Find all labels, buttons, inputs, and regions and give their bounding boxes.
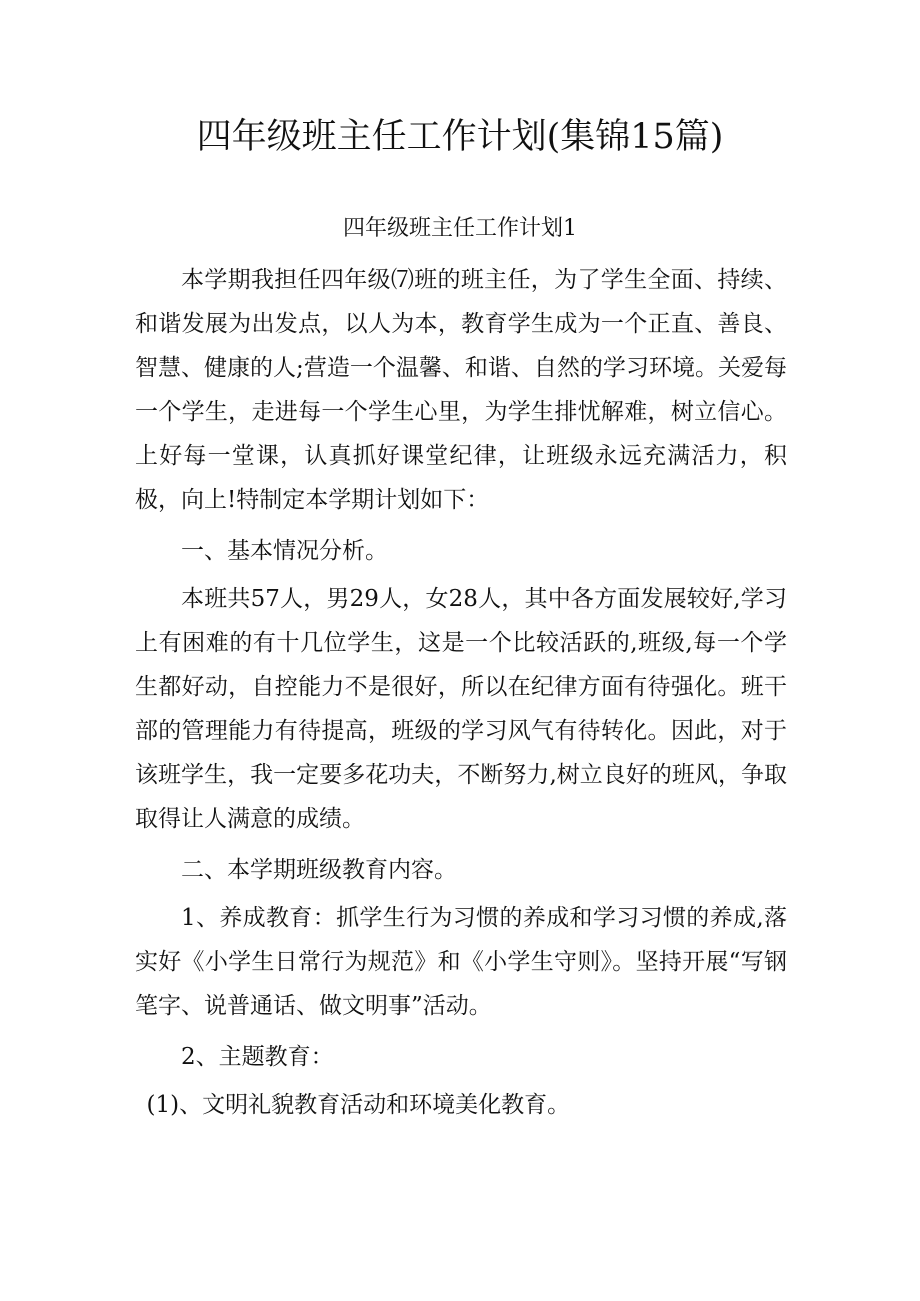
theme-education-heading: 2、主题教育： xyxy=(181,1044,334,1070)
document-body xyxy=(135,258,787,1134)
document-title: 四年级班主任工作计划(集锦15篇) xyxy=(196,117,724,157)
section-heading-education-content: 二、本学期班级教育内容。 xyxy=(181,857,457,883)
section-heading-basic-situation: 一、基本情况分析。 xyxy=(181,538,388,564)
section-subtitle: 四年级班主任工作计划1 xyxy=(343,216,577,241)
habit-education-paragraph: 1、养成教育：抓学生行为习惯的养成和学习习惯的养成,落实好《小学生日常行为规范》和《小学生守则》。坚持开展“写钢笔字、说普通话、做文明事”活动。 xyxy=(135,905,787,1019)
class-situation-paragraph: 本班共57人，男29人，女28人，其中各方面发展较好,学习上有困难的有十几位学生，这是一个比较活跃的,班级,每一个学生都好动，自控能力不是很好，所以在纪律方面有待强化。班干部的管理能力有待提高，班级的学习风气有待转化。因此，对于该班学生，我一定要多花功夫，不断努力,树立良好的班风，争取取得让人满意的成绩。 xyxy=(135,586,787,832)
etiquette-education-item: (1)、文明礼貌教育活动和环境美化教育。 xyxy=(146,1092,571,1118)
intro-paragraph: 本学期我担任四年级⑺班的班主任，为了学生全面、持续、和谐发展为出发点，以人为本，教育学生成为一个正直、善良、智慧、健康的人;营造一个温馨、和谐、自然的学习环境。关爱每一个学生，走进每一个学生心里，为学生排忧解难，树立信心。上好每一堂课，认真抓好课堂纪律，让班级永远充满活力，积极，向上!特制定本学期计划如下： xyxy=(135,267,787,513)
